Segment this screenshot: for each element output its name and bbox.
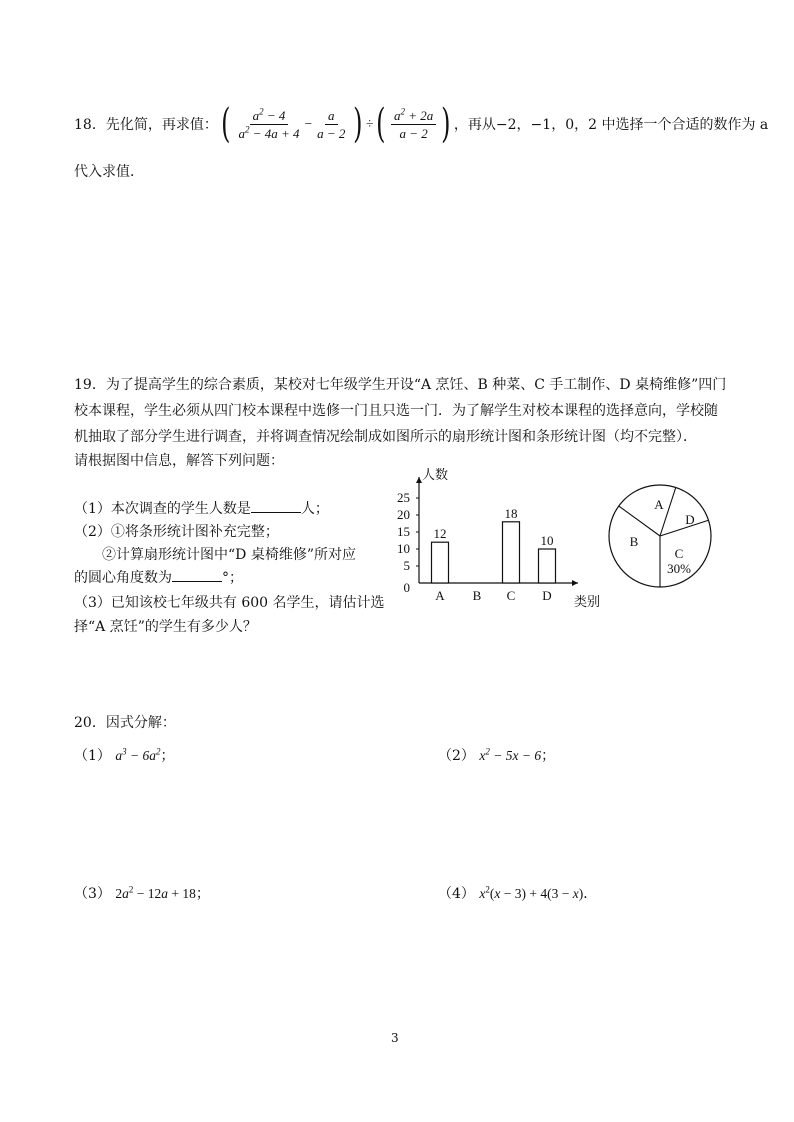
q20-part4-expr: $x^2(x - 3) + 4(3 - x)$ [479,884,584,901]
q19-sub3b: 择“A 烹饪”的学生有多少人？ [74,619,257,635]
q20-part2: （2） $x^2 - 5x - 6$； [438,746,556,764]
x-tick-label: D [542,588,552,603]
y-axis-label: 人数 [422,468,449,483]
q19-sub2c [74,569,243,587]
pie-chart [606,482,716,592]
q18-label: 18．先化简，再求值： [74,117,218,133]
q19-sub1-unit: 人； [300,501,329,517]
q20-part4-label: （4） [438,886,475,902]
fraction-2-denominator: a − 2 [317,125,346,141]
question-18 [74,101,769,147]
q19-sub1 [74,500,329,518]
q20-part1-label: （1） [74,748,111,764]
q19-sub3a: （3）已知该校七年级共有 600 名学生，请估计选 [74,595,385,611]
x-tick-label: B [472,588,482,603]
pie-slice-label: B [629,534,639,549]
q19-line1: 19．为了提高学生的综合素质，某校对七年级学生开设“A 烹饪、B 种菜、C 手工制作、D 桌椅维修”四门 [74,377,727,393]
q18-tail: ，再从−2，−1，0，2 中选择一个合适的数作为 a [453,117,769,133]
q19-sub2: （2）①将条形统计图补充完整； [74,524,279,540]
q20-part2-expr: $x^2 - 5x - 6$ [479,746,542,763]
bar [539,549,556,583]
q19-line4: 请根据图中信息，解答下列问题： [74,453,284,469]
q20-part3: （3） $2a^2 - 12a + 18$； [74,884,210,902]
fraction-2 [314,108,348,141]
pie-slice-label: D [685,512,695,527]
q20-title: 20．因式分解： [74,715,176,731]
paren-close-2: ) [441,101,451,147]
y-tick-label: 25 [397,490,410,505]
y-tick-label: 10 [397,541,410,556]
x-axis-label: 类别 [574,595,601,610]
y-tick-label: 0 [403,580,410,595]
fraction-3 [391,108,436,141]
pie-slice-label: A [654,497,664,512]
q20-part1-expr: $a^3 - 6a^2$ [115,746,161,763]
q19-sub2c-unit: °； [222,570,243,586]
page-number: 3 [391,1031,399,1045]
y-tick-label: 5 [403,558,410,573]
fraction-3-numerator: $a^2 + 2a$ [391,108,436,125]
y-tick-label: 15 [397,524,410,539]
q19-sub2b: ②计算扇形统计图中“D 桌椅维修”所对应 [102,547,356,563]
fraction-1-denominator: $a^2 - 4a + 4$ [238,124,300,141]
fraction-3-denominator: a − 2 [399,125,428,141]
bar-chart [388,465,618,610]
answer-blank-1[interactable] [251,500,301,513]
y-tick-label: 20 [397,507,410,522]
bar [503,522,520,583]
q20-part4: （4） $x^2(x - 3) + 4(3 - x)$． [438,884,598,902]
q20-part1: （1） $a^3 - 6a^2$； [74,746,175,764]
fraction-1 [235,108,302,141]
pie-slice-label: C [674,546,684,561]
fraction-1-numerator: $a^2 - 4$ [250,108,289,125]
q19-sub2c-text: 的圆心角度数为 [74,570,172,586]
x-axis-arrow [572,580,578,586]
data-label: 10 [540,533,554,548]
data-label: 18 [504,505,518,521]
q19-line2: 校本课程，学生必须从四门校本课程中选修一门且只选一门．为了解学生对校本课程的选择意向，学校随 [74,403,718,419]
x-tick-label: C [506,588,516,603]
data-label: 12 [433,526,447,542]
bar [432,542,449,583]
q19-line3: 机抽取了部分学生进行调查，并将调查情况绘制成如图所示的扇形统计图和条形统计图（均不完整）． [74,429,697,445]
q20-part2-label: （2） [438,748,475,764]
fraction-2-numerator: a [325,108,338,125]
minus-sign: − [304,116,313,131]
q19-sub1-text: （1）本次调查的学生人数是 [74,501,251,517]
q20-part3-label: （3） [74,886,111,902]
paren-close: ) [353,101,363,147]
paren-open-2: ( [376,101,386,147]
x-tick-label: A [435,588,445,603]
divide-sign: ÷ [366,116,374,131]
answer-blank-2[interactable] [172,569,222,582]
pie-slice-value: 30% [667,561,691,576]
q20-part3-expr: $2a^2 - 12a + 18$ [115,884,196,901]
q18-line2: 代入求值． [74,164,144,180]
paren-open: ( [220,101,231,147]
